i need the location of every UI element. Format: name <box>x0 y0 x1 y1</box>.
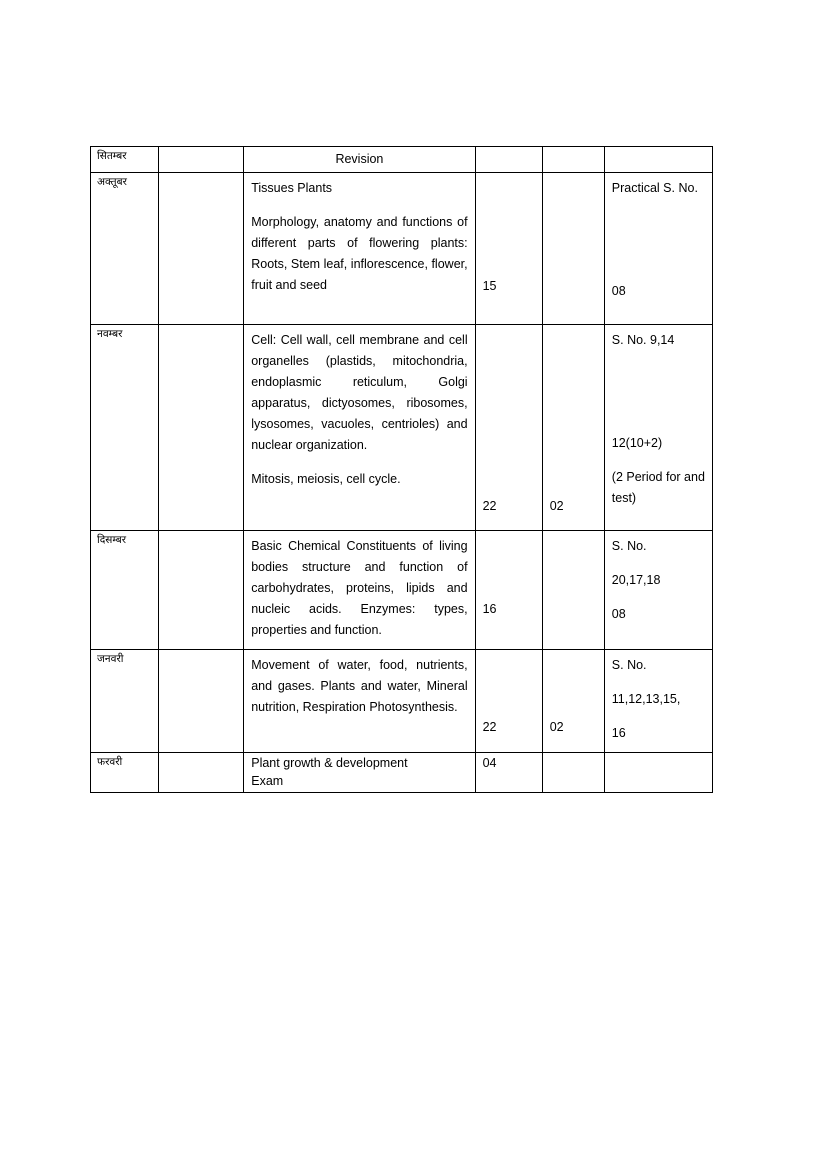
practical-text: 08 <box>611 607 626 621</box>
topic-text: Tissues Plants <box>251 181 333 195</box>
practical-cell <box>604 650 712 753</box>
topic-cell <box>244 147 475 173</box>
periods-cell <box>475 147 542 173</box>
topic-cell <box>244 173 475 325</box>
month-cell <box>91 325 159 531</box>
month-label: फरवरी <box>97 756 123 768</box>
tests-cell <box>542 173 604 325</box>
blank-cell <box>159 753 244 793</box>
month-cell <box>91 147 159 173</box>
topic-text: Revision <box>335 152 384 166</box>
practical-text: 12(10+2) <box>611 436 663 450</box>
tests-cell <box>542 650 604 753</box>
practical-text: 08 <box>611 284 626 298</box>
table-row <box>91 531 713 650</box>
practical-cell <box>604 173 712 325</box>
blank-cell <box>159 650 244 753</box>
tests-cell <box>542 147 604 173</box>
table-row <box>91 147 713 173</box>
topic-cell <box>244 325 475 531</box>
table-row <box>91 753 713 793</box>
practical-text: 11,12,13,15, <box>611 692 681 706</box>
month-cell <box>91 173 159 325</box>
practical-text: S. No. 9,14 <box>611 333 675 347</box>
practical-text: Practical S. No. <box>611 181 698 195</box>
topic-text: Morphology, anatomy and functions of different parts of flowering plants: Roots, Stem leaf, inflorescence, flower, fruit and seed <box>251 215 468 292</box>
blank-cell <box>159 147 244 173</box>
table-row <box>91 325 713 531</box>
periods-value: 15 <box>482 279 497 293</box>
periods-value: 04 <box>482 756 497 770</box>
practical-text: 20,17,18 <box>611 573 661 587</box>
periods-cell <box>475 531 542 650</box>
month-cell <box>91 650 159 753</box>
periods-cell <box>475 650 542 753</box>
month-label: दिसम्बर <box>97 534 127 546</box>
month-cell <box>91 531 159 650</box>
topic-cell <box>244 753 475 793</box>
periods-cell <box>475 173 542 325</box>
tests-value: 02 <box>549 720 564 734</box>
blank-cell <box>159 173 244 325</box>
periods-value: 22 <box>482 720 497 734</box>
practical-cell <box>604 147 712 173</box>
tests-cell <box>542 325 604 531</box>
month-label: सितम्बर <box>97 150 127 162</box>
practical-text: S. No. <box>611 658 647 672</box>
practical-text: S. No. <box>611 539 647 553</box>
table-row <box>91 650 713 753</box>
practical-cell <box>604 753 712 793</box>
syllabus-table <box>90 146 713 793</box>
topic-text: Mitosis, meiosis, cell cycle. <box>251 472 401 486</box>
tests-value: 02 <box>549 499 564 513</box>
topic-cell <box>244 531 475 650</box>
month-label: जनवरी <box>97 653 124 665</box>
topic-text: Plant growth & development <box>251 756 408 770</box>
topic-cell <box>244 650 475 753</box>
tests-cell <box>542 531 604 650</box>
tests-cell <box>542 753 604 793</box>
blank-cell <box>159 531 244 650</box>
periods-cell <box>475 325 542 531</box>
practical-text: 16 <box>611 726 626 740</box>
topic-text: Movement of water, food, nutrients, and gases. Plants and water, Mineral nutrition, Respiration Photosynthesis. <box>251 658 468 714</box>
periods-value: 16 <box>482 602 497 616</box>
topic-text: Basic Chemical Constituents of living bodies structure and function of carbohydrates, proteins, lipids and nucleic acids. Enzymes: types, properties and function. <box>251 539 468 637</box>
month-label: नवम्बर <box>97 328 123 340</box>
month-cell <box>91 753 159 793</box>
topic-text: Exam <box>251 774 284 788</box>
topic-text: Cell: Cell wall, cell membrane and cell organelles (plastids, mitochondria, endoplasmic reticulum, Golgi apparatus, dictyosomes, ribosomes, lysosomes, vacuoles, centrioles) and nuclear organization. <box>251 333 468 452</box>
practical-text: (2 Period for and test) <box>611 470 705 505</box>
practical-cell <box>604 325 712 531</box>
blank-cell <box>159 325 244 531</box>
periods-value: 22 <box>482 499 497 513</box>
table-row <box>91 173 713 325</box>
month-label: अक्तूबर <box>97 176 127 188</box>
practical-cell <box>604 531 712 650</box>
periods-cell <box>475 753 542 793</box>
